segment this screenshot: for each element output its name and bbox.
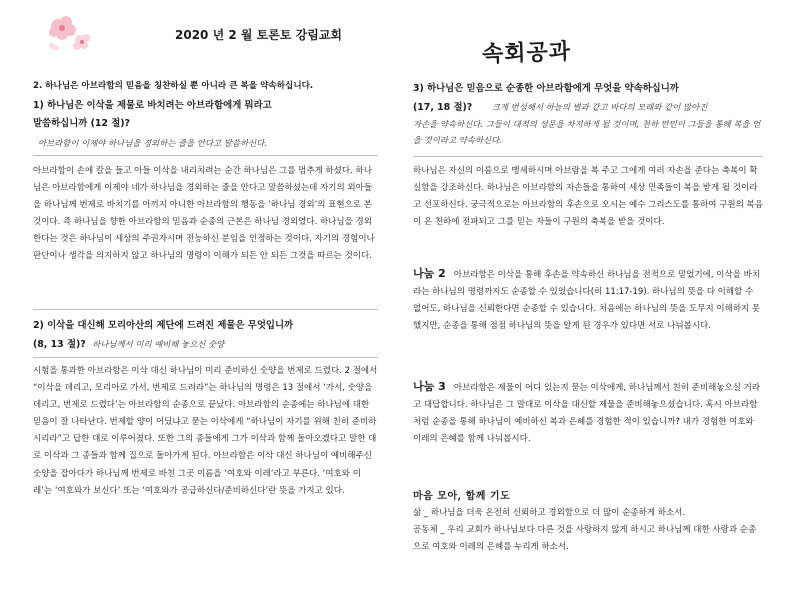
divider	[413, 156, 763, 157]
share-2	[413, 265, 763, 335]
divider	[33, 155, 378, 156]
answer-3-rest: 자손을 약속하신다. 그들이 대적의 성문을 차지하게 될 것이며, 천하 만민이 그들을 통해 복을 얻을 것이라고 약속하신다.	[413, 119, 761, 145]
question-1-line1: 1) 하나님은 이삭을 제물로 바치려는 아브라함에게 뭐라고	[33, 100, 272, 111]
prayer-title: 마음 모아, 함께 기도	[413, 491, 511, 502]
share-3-text: 아브라함은 제물이 어디 있는지 묻는 이삭에게, 하나님께서 친히 준비해놓으실 거라고 대답합니다. 하나님은 그 말대로 이삭을 대신할 제물을 준비해놓으셨습니다. 혹시 아브라함처럼 순종을 통해 하나님이 예비하신 복과 은혜를 경험한 적이 있습니까? 내가 경험한 여호와 이레의 은혜를 함께 나눠봅시다.	[413, 383, 761, 445]
question-3-ref: (17, 18 절)?	[413, 102, 473, 113]
share-3-label: 나눔 3	[413, 380, 446, 393]
question-1-line2: 말씀하십니까 (12 절)?	[33, 118, 130, 129]
question-3-line1: 3) 하나님은 믿음으로 순종한 아브라함에게 무엇을 약속하십니까	[413, 83, 679, 94]
answer-1: 아브라함이 이제야 하나님을 경외하는 줄을 안다고 말씀하신다.	[38, 138, 267, 148]
prayer-life: 삶 _ 하나님을 더욱 온전히 신뢰하고 경외함으로 더 많이 순종하게 하소서.	[413, 508, 686, 518]
flower-icon	[44, 14, 94, 54]
question-3	[413, 80, 773, 117]
paragraph-2: 시험을 통과한 아브라함은 이삭 대신 하나님이 미리 준비하신 숫양을 번제로 드렸다. 2 절에서 “이삭을 데리고, 모리아로 가서, 번제로 드려라”는 하나님의 명령은 13 절에서 ‘가서, 숫양을 데리고, 번제로 드렸다’는 아브라함의 순종으로 끝났다. 아브라함의 순종에는 하나님에 대한 믿음이 잘 나타난다. 번제할 양이 어딨냐고 묻는 이삭에게 “하나님이 자기를 위해 친히 준비하시리라”고 답한 대로 이루어졌다. 또한 그의 종들에게 그가 이삭과 함께 돌아오겠다고 말한 대로 이삭과 그 종들과 함께 집으로 돌아가게 된다. 아브라함은 이삭 대신 하나님이 예비해주신 숫양을 잡아다가 하나님께 번제로 바친 그곳 이름을 ‘여호와 이레’라고 부른다. ‘여호와 이레’는 ‘여호와가 보신다’ 또는 ‘여호와가 공급하신다/준비하신다’란 뜻을 가지고 있다.	[33, 366, 378, 496]
page-title: 2020 년 2 월 토론토 강림교회	[175, 28, 342, 42]
share-2-text: 아브라함은 이삭을 통해 후손을 약속하신 하나님을 전적으로 믿었기에, 이삭을 바치라는 하나님의 명령까지도 순종할 수 있었습니다(히 11:17-19). 하나님의 뜻을 다 이해할 수 없어도, 하나님을 신뢰한다면 순종할 수 있습니다. 처음에는 하나님의 뜻을 도무지 이해하지 못했지만, 순종을 통해 점점 하나님의 뜻을 알게 된 경우가 있다면 서로 나눠봅시다.	[413, 270, 761, 332]
question-2-ref: (8, 13 절)?	[33, 339, 86, 350]
divider	[33, 357, 378, 358]
paragraph-1: 아브라함이 손에 칼을 들고 아들 이삭을 내리치려는 순간 하나님은 그를 멈추게 하셨다. 하나님은 아브라함에게 이제야 네가 하나님을 경외하는 줄을 안다고 말씀하셨는데 자기의 외아들을 하나님께 번제로 바치기를 아끼지 아니한 아브라함의 행동을 ‘하나님 경외’의 표현으로 본 것이다. 즉 하나님을 향한 아브라함의 믿음과 순종의 근본은 하나님 경외였다. 하나님을 경외한다는 것은 하나님이 세상의 주권자시며 전능하신 분임을 인정하는 것이다. 자기의 경험이나 판단이나 생각을 의지하지 않고 하나님의 명령이 이해가 되든 안 되든 그것을 따르는 것이다.	[33, 166, 375, 262]
share-3	[413, 378, 763, 448]
question-2-line1: 2) 이삭을 대신해 모리아산의 제단에 드려진 제물은 무엇입니까	[33, 320, 294, 331]
lesson-title: 속회공과	[481, 38, 572, 68]
share-2-label: 나눔 2	[413, 267, 446, 280]
divider	[33, 309, 378, 310]
answer-2: 하나님께서 미리 예비해 놓으신 숫양	[92, 339, 225, 349]
question-1	[33, 97, 388, 133]
prayer-community: 공동체 _ 우리 교회가 하나님보다 다른 것을 사랑하지 않게 하시고 하나님께 대한 사랑과 순종으로 여호와 이레의 은혜를 누리게 하소서.	[413, 525, 757, 553]
section-heading: 2. 하나님은 아브라함의 믿음을 칭찬하실 뿐 아니라 큰 복을 약속하십니다.	[33, 81, 314, 91]
answer-3-first: 크게 번성해서 하늘의 별과 같고 바다의 모래와 같이 많아진	[491, 102, 708, 112]
paragraph-3: 하나님은 자신의 이름으로 맹세하시며 아브람을 복 주고 그에게 여러 자손을 준다는 축복이 확실함을 강조하신다. 하나님은 아브라함의 자손들을 통하여 세상 민족들이 복을 받게 될 것이라고 선포하신다. 궁극적으로는 아브라함의 후손으로 오시는 예수 그리스도를 통하여 구원의 복음이 온 천하에 전파되고 그를 믿는 자들이 구원의 축복을 받을 것이다.	[413, 166, 763, 228]
question-2	[33, 317, 388, 354]
